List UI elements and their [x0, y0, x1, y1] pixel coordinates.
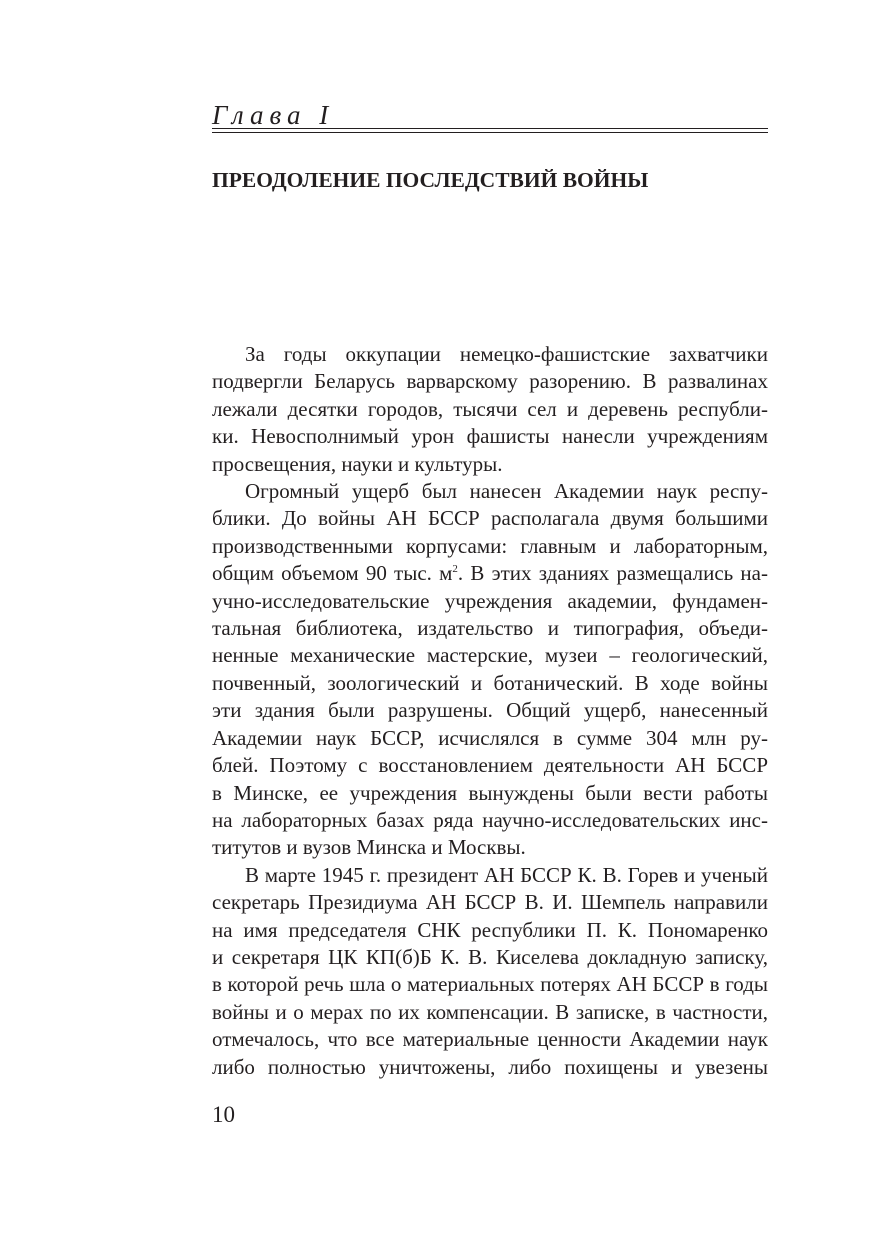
paragraph-2 [212, 478, 768, 862]
text-line-with-superscript [212, 560, 768, 587]
text-line: Огромный ущерб был нанесен Академии наук респу- [245, 479, 768, 504]
text-line: секретарь Президиума АН БССР В. И. Шемпель направили [212, 890, 768, 915]
text-line: титутов и вузов Минска и Москвы. [212, 835, 526, 860]
text-line: лежали десятки городов, тысячи сел и деревень республи- [212, 396, 768, 421]
text-line: на лабораторных базах ряда научно-исследовательских инс- [212, 807, 768, 832]
text-line: ки. Невосполнимый урон фашисты нанесли учреждениям [212, 424, 768, 449]
chapter-title: ПРЕОДОЛЕНИЕ ПОСЛЕДСТВИЙ ВОЙНЫ [212, 168, 649, 192]
text-line: За годы оккупации немецко-фашистские захватчики [245, 342, 768, 366]
text-line: подвергли Беларусь варварскому разорению. В развалинах [212, 369, 768, 394]
text-line: в Минске, ее учреждения вынуждены были вести работы [212, 780, 768, 805]
header-rule-bottom [212, 132, 768, 133]
line-head: общим объемом 90 тыс. м [212, 561, 453, 586]
text-line: в которой речь шла о материальных потерях АН БССР в годы [212, 972, 768, 997]
line-tail: . В этих зданиях размещались на- [457, 561, 768, 586]
text-line: либо полностью уничтожены, либо похищены и увезены [212, 1054, 768, 1079]
page-number: 10 [212, 1102, 235, 1127]
text-line: В марте 1945 г. президент АН БССР К. В. Горев и ученый [245, 862, 768, 887]
text-line: эти здания были разрушены. Общий ущерб, нанесенный [212, 698, 768, 723]
text-line: отмечалось, что все материальные ценности Академии наук [212, 1027, 768, 1052]
text-line: блики. До войны АН БССР располагала двумя большими [212, 506, 768, 531]
header-rule-top [212, 128, 768, 129]
chapter-label: Глава I [212, 100, 335, 130]
text-line: учно-исследовательские учреждения академии, фундамен- [212, 588, 768, 613]
text-line: Академии наук БССР, исчислялся в сумме 304 млн ру- [212, 725, 768, 750]
text-line: и секретаря ЦК КП(б)Б К. В. Киселева докладную записку, [212, 944, 768, 969]
text-line: войны и о мерах по их компенсации. В записке, в частности, [212, 999, 768, 1024]
text-line: тальная библиотека, издательство и типография, объеди- [212, 616, 768, 641]
text-line: ненные механические мастерские, музеи – геологический, [212, 643, 768, 668]
text-line: просвещения, науки и культуры. [212, 451, 503, 476]
text-line: почвенный, зоологический и ботанический. В ходе войны [212, 670, 768, 695]
paragraph-1 [212, 341, 768, 478]
text-line: на имя председателя СНК республики П. К. Пономаренко [212, 917, 768, 942]
body-text [212, 341, 768, 1081]
text-line: блей. Поэтому с восстановлением деятельности АН БССР [212, 753, 768, 778]
paragraph-3 [212, 862, 768, 1081]
superscript: 2 [452, 563, 458, 576]
text-line: производственными корпусами: главным и лабораторным, [212, 533, 768, 558]
